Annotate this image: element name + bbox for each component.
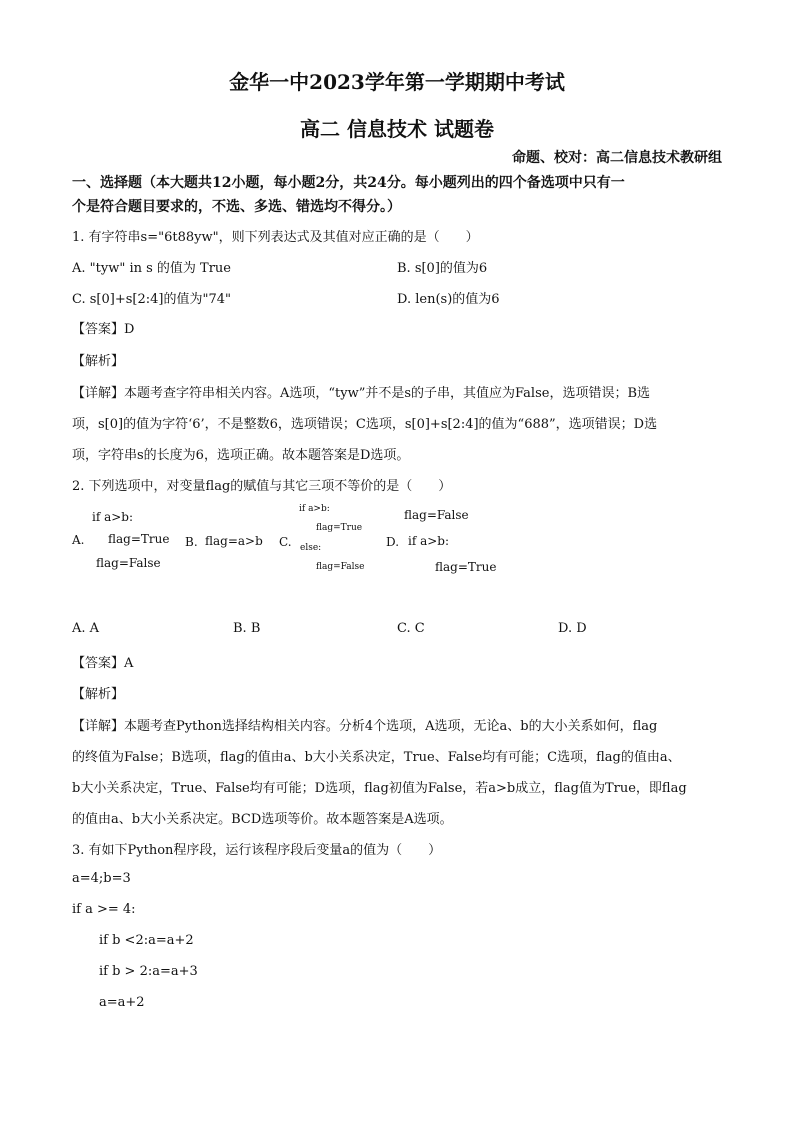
page-title: 金华一中2023学年第一学期期中考试 (229, 70, 565, 94)
q1-stem: 1. 有字符串s="6t88yw"，则下列表达式及其值对应正确的是（ ） (72, 230, 479, 245)
section-heading-line2: 个是符合题目要求的，不选、多选、错选均不得分。） (72, 199, 401, 215)
q2-option-b: B. B (233, 621, 261, 636)
q1-option-b: B. s[0]的值为6 (397, 261, 488, 276)
q3-code-line1: a=4;b=3 (72, 871, 131, 886)
fig-c-line2: flag=True (316, 523, 363, 533)
q2-analysis-label: 【解析】 (72, 687, 125, 702)
fig-d-line3: flag=True (435, 560, 497, 574)
q1-analysis-label: 【解析】 (72, 354, 125, 369)
fig-c-line3: else: (300, 543, 322, 553)
q2-detail-line4: 的值由a、b大小关系决定。BCD选项等价。故本题答案是A选项。 (72, 812, 453, 827)
q2-detail-line3: b大小关系决定，True、False均有可能；D选项，flag初值为False，若a>b成立，flag值为True，即flag (72, 781, 687, 796)
fig-c-line1: if a>b: (299, 504, 330, 514)
q3-code-line3: if b <2:a=a+2 (99, 933, 194, 948)
fig-c-line4: flag=False (316, 562, 365, 572)
q1-option-d: D. len(s)的值为6 (397, 292, 500, 307)
q2-stem: 2. 下列选项中，对变量flag的赋值与其它三项不等价的是（ ） (72, 479, 452, 494)
q1-option-a: A. "tyw" in s 的值为 True (72, 261, 231, 276)
q1-answer: 【答案】D (72, 322, 135, 337)
q1-detail-line3: 项，字符串s的长度为6，选项正确。故本题答案是D选项。 (72, 448, 410, 463)
fig-a-line3: flag=False (96, 556, 161, 570)
fig-b-label: B. (185, 535, 198, 549)
q2-detail-line1: 【详解】本题考查Python选择结构相关内容。分析4个选项，A选项，无论a、b的大小关系如何，flag (72, 719, 658, 734)
fig-d-label: D. (386, 535, 400, 549)
q2-answer: 【答案】A (72, 656, 134, 671)
q3-code-line4: if b > 2:a=a+3 (99, 964, 198, 979)
q3-code-line2: if a >= 4: (72, 902, 136, 917)
fig-d-line2: if a>b: (408, 534, 450, 548)
fig-a-label: A. (72, 533, 85, 547)
q2-option-d: D. D (558, 621, 587, 636)
q1-detail-line2: 项，s[0]的值为字符‘6’，不是整数6，选项错误；C选项，s[0]+s[2:4]的值为“688”，选项错误；D选 (72, 417, 658, 432)
fig-d-line1: flag=False (404, 508, 469, 522)
q2-option-a: A. A (72, 621, 100, 636)
fig-a-line2: flag=True (108, 532, 170, 546)
fig-b-line1: flag=a>b (205, 534, 263, 548)
section-heading-line1: 一、选择题（本大题共12小题，每小题2分，共24分。每小题列出的四个备选项中只有一 (72, 175, 625, 191)
q3-code-line5: a=a+2 (99, 995, 145, 1010)
q3-stem: 3. 有如下Python程序段，运行该程序段后变量a的值为（ ） (72, 843, 442, 858)
q2-detail-line2: 的终值为False；B选项，flag的值由a、b大小关系决定，True、False均有可能；C选项，flag的值由a、 (72, 750, 681, 765)
fig-a-line1: if a>b: (92, 510, 134, 524)
page-subtitle: 高二 信息技术 试题卷 (300, 117, 494, 141)
q1-detail-line1: 【详解】本题考查字符串相关内容。A选项，“tyw”并不是s的子串，其值应为False，选项错误；B选 (72, 386, 651, 401)
q2-option-c: C. C (397, 621, 425, 636)
fig-c-label: C. (279, 535, 292, 549)
q1-option-c: C. s[0]+s[2:4]的值为"74" (72, 292, 231, 307)
credit-line: 命题、校对：高二信息技术教研组 (512, 150, 722, 166)
